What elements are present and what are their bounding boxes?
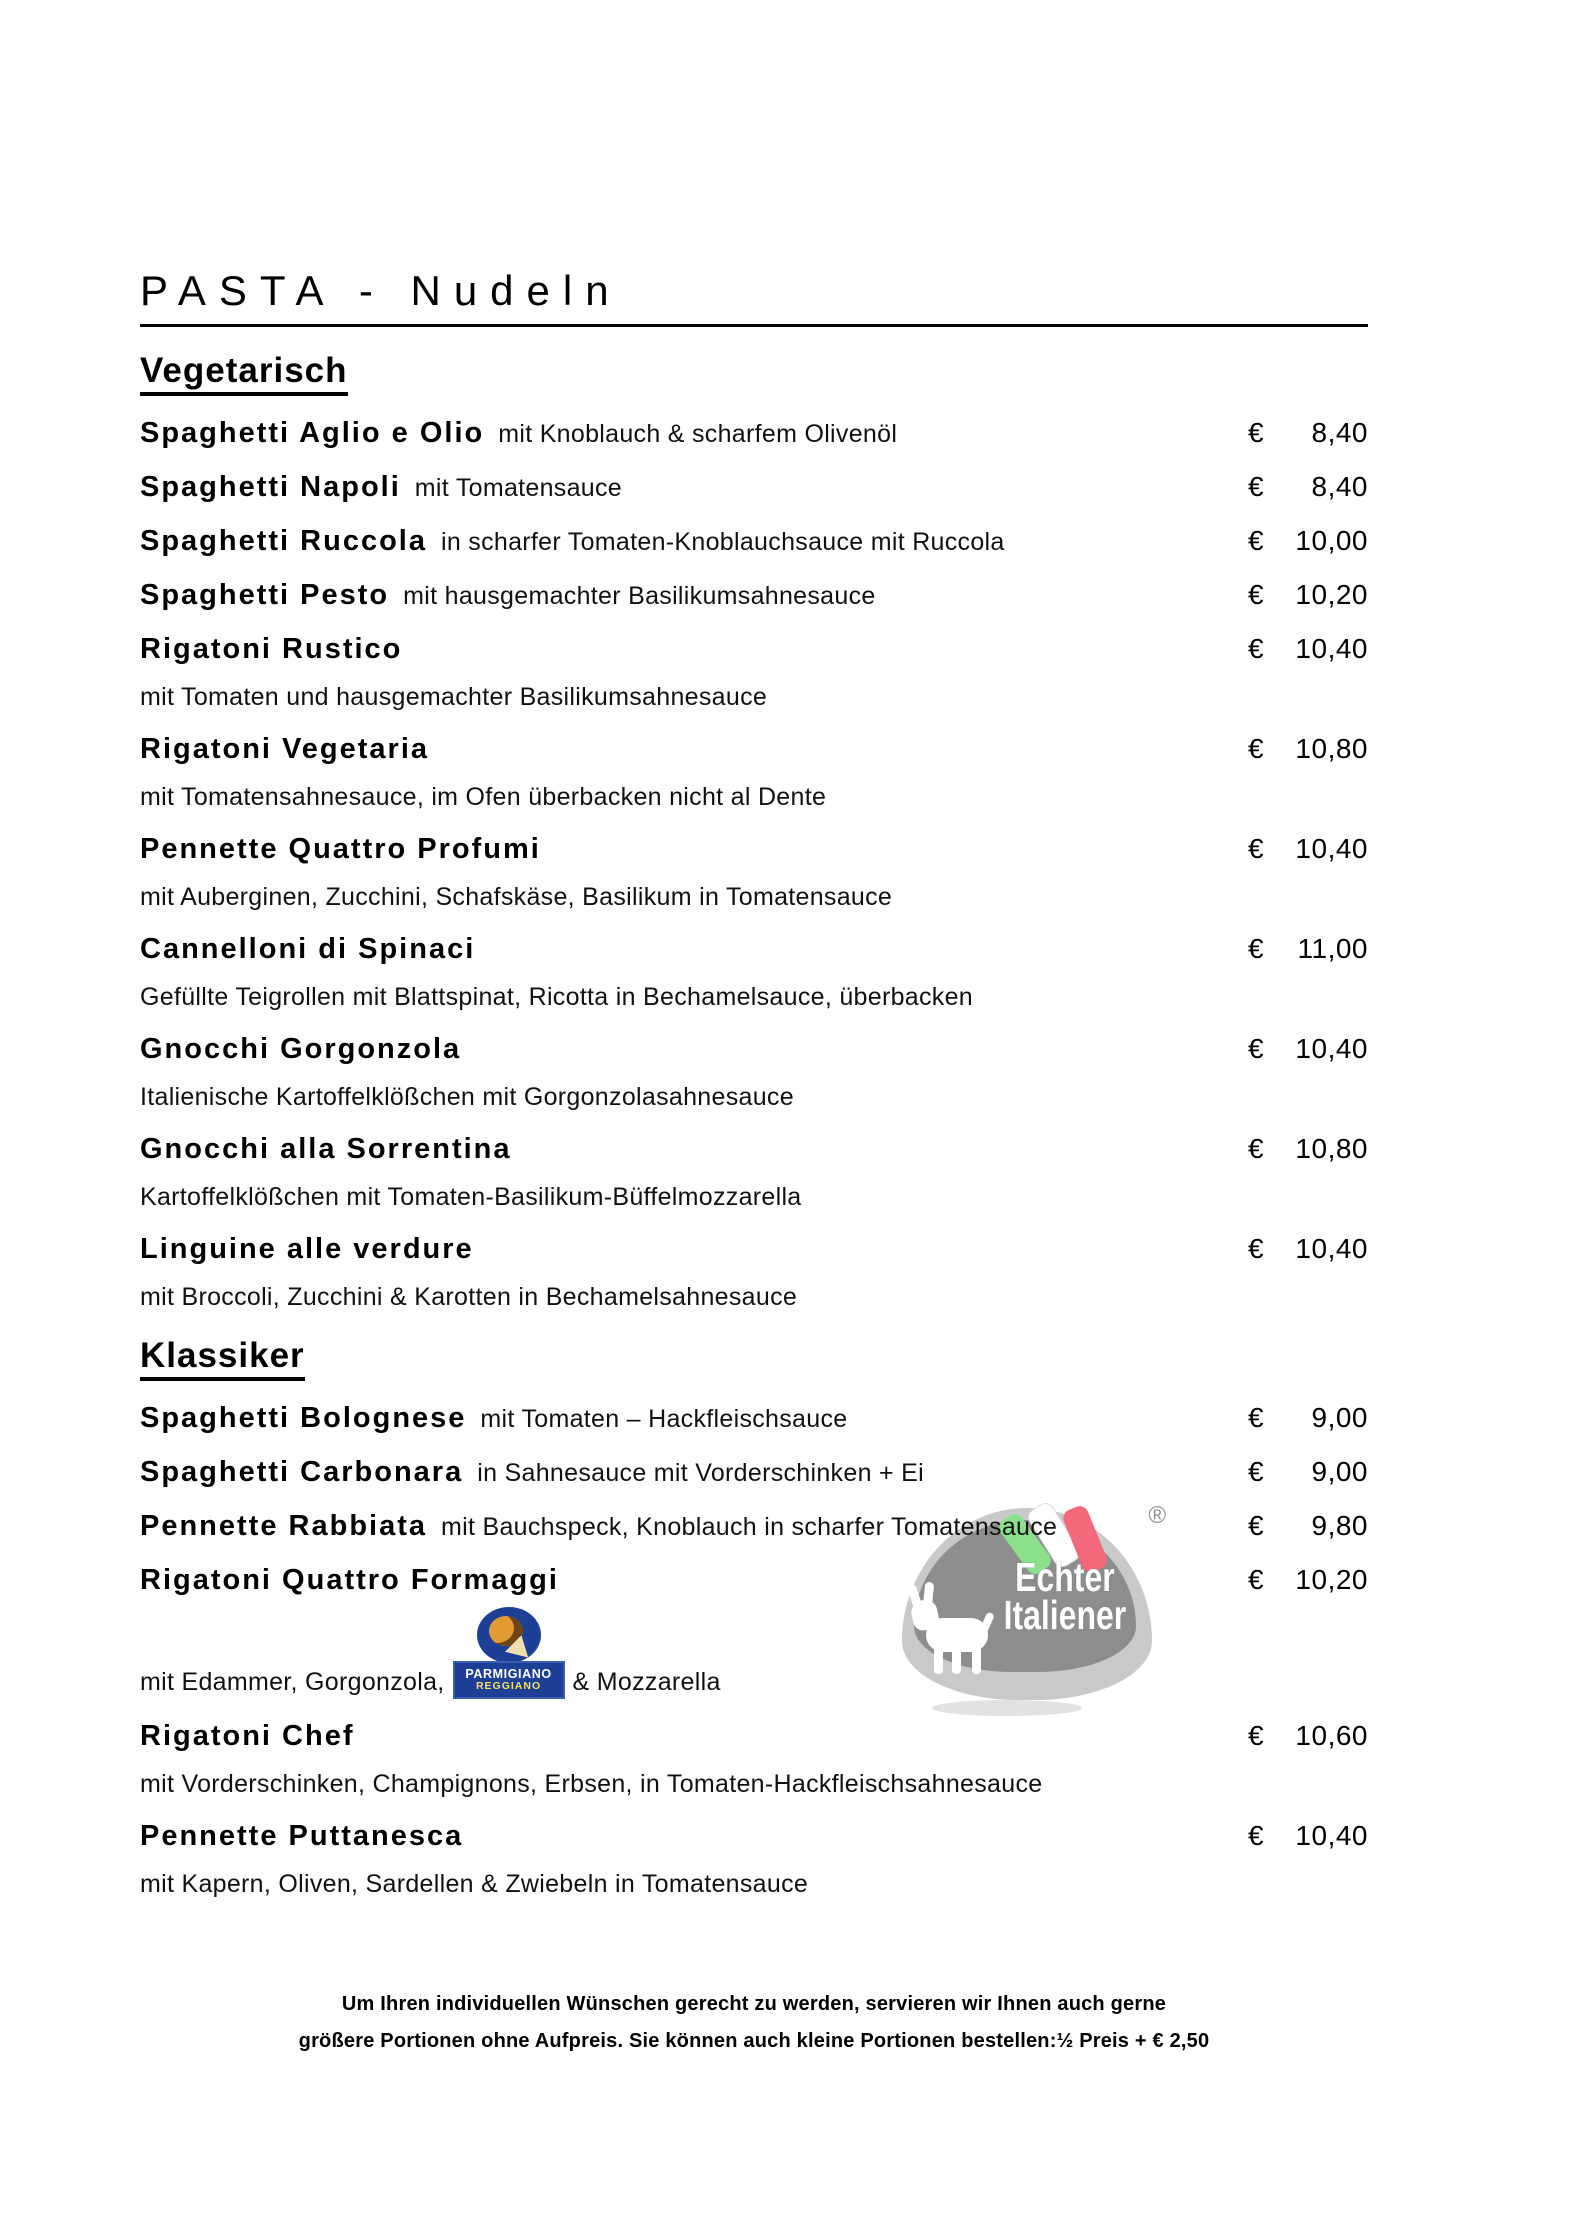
item-desc-before: mit Edammer, Gorgonzola, xyxy=(140,1668,445,1697)
menu-item xyxy=(140,579,1368,612)
footer-line2: größere Portionen ohne Aufpreis. Sie können auch kleine Portionen bestellen:½ Preis + € 2,50 xyxy=(298,2030,1210,2053)
section-heading: Klassiker xyxy=(140,1336,305,1381)
item-desc-below: mit Broccoli, Zucchini & Karotten in Bechamelsahnesauce xyxy=(140,1283,798,1312)
badge-shadow xyxy=(932,1700,1082,1716)
item-desc-below: Gefüllte Teigrollen mit Blattspinat, Ricotta in Bechamelsauce, überbacken xyxy=(140,983,973,1012)
item-price-currency: € xyxy=(1248,933,1265,965)
item-price-currency: € xyxy=(1248,1456,1265,1488)
item-price-currency: € xyxy=(1248,1510,1265,1542)
item-name: Rigatoni Chef xyxy=(140,1720,355,1753)
item-name: Spaghetti Aglio e Olio xyxy=(140,417,485,450)
item-desc-below: mit Tomaten und hausgemachter Basilikumsahnesauce xyxy=(140,683,768,712)
menu-item xyxy=(140,1720,1368,1799)
item-name: Spaghetti Ruccola xyxy=(140,525,427,558)
menu-item xyxy=(140,933,1368,1012)
item-price xyxy=(1248,733,1368,765)
item-price-amount: 10,80 xyxy=(1295,1133,1368,1165)
item-row xyxy=(140,733,1368,766)
item-price-currency: € xyxy=(1248,833,1265,865)
item-price xyxy=(1248,633,1368,665)
item-price xyxy=(1248,1233,1368,1265)
menu-item xyxy=(140,633,1368,712)
item-name: Pennette Puttanesca xyxy=(140,1820,464,1853)
item-row xyxy=(140,471,1368,504)
item-price xyxy=(1248,933,1368,965)
section-items xyxy=(140,1402,1368,1899)
item-price xyxy=(1248,1510,1368,1542)
item-price-currency: € xyxy=(1248,1564,1265,1596)
item-price xyxy=(1248,471,1368,503)
menu-section xyxy=(140,327,1368,1312)
item-row xyxy=(140,1720,1368,1753)
item-price-amount: 9,00 xyxy=(1311,1456,1368,1488)
item-row xyxy=(140,1033,1368,1066)
item-price xyxy=(1248,1402,1368,1434)
item-price-currency: € xyxy=(1248,471,1265,503)
item-name: Gnocchi alla Sorrentina xyxy=(140,1133,512,1166)
menu-item xyxy=(140,733,1368,812)
item-row xyxy=(140,633,1368,666)
item-price xyxy=(1248,1133,1368,1165)
parmigiano-reggiano-logo xyxy=(453,1607,565,1699)
item-name: Rigatoni Vegetaria xyxy=(140,733,430,766)
item-price-currency: € xyxy=(1248,1233,1265,1265)
item-name: Rigatoni Quattro Formaggi xyxy=(140,1564,559,1597)
item-price xyxy=(1248,579,1368,611)
item-name: Rigatoni Rustico xyxy=(140,633,403,666)
item-desc-inline: mit Tomaten – Hackfleischsauce xyxy=(480,1405,848,1434)
menu-item xyxy=(140,1820,1368,1899)
item-price-currency: € xyxy=(1248,525,1265,557)
item-price-amount: 8,40 xyxy=(1311,471,1368,503)
item-desc-inline: mit Bauchspeck, Knoblauch in scharfer Tomatensauce xyxy=(441,1513,1058,1542)
item-price-amount: 10,40 xyxy=(1295,833,1368,865)
section-heading: Vegetarisch xyxy=(140,351,348,396)
item-price-currency: € xyxy=(1248,733,1265,765)
item-desc-below: Italienische Kartoffelklößchen mit Gorgonzolasahnesauce xyxy=(140,1083,794,1112)
footer-line1: Um Ihren individuellen Wünschen gerecht zu werden, servieren wir Ihnen auch gerne xyxy=(341,1993,1167,2016)
item-desc-below xyxy=(140,1607,1368,1699)
item-row xyxy=(140,1510,1368,1543)
item-row xyxy=(140,579,1368,612)
item-row xyxy=(140,1133,1368,1166)
item-price xyxy=(1248,417,1368,449)
item-name: Spaghetti Bolognese xyxy=(140,1402,467,1435)
item-price-amount: 10,40 xyxy=(1295,633,1368,665)
parmigiano-label-line1: PARMIGIANO xyxy=(465,1666,552,1681)
item-desc-below: Kartoffelklößchen mit Tomaten-Basilikum-Büffelmozzarella xyxy=(140,1183,802,1212)
item-price xyxy=(1248,833,1368,865)
item-desc-inline: in scharfer Tomaten-Knoblauchsauce mit Ruccola xyxy=(441,528,1005,557)
item-price-currency: € xyxy=(1248,579,1265,611)
item-price-amount: 10,00 xyxy=(1295,525,1368,557)
item-price xyxy=(1248,1820,1368,1852)
item-desc-after: & Mozzarella xyxy=(572,1668,721,1697)
item-price-amount: 10,40 xyxy=(1295,1033,1368,1065)
item-desc-below: mit Kapern, Oliven, Sardellen & Zwiebeln in Tomatensauce xyxy=(140,1870,809,1899)
page-title: PASTA - Nudeln xyxy=(140,267,622,314)
menu-item xyxy=(140,1033,1368,1112)
menu-content xyxy=(140,268,1368,2053)
item-desc-below: mit Tomatensahnesauce, im Ofen überbacken nicht al Dente xyxy=(140,783,827,812)
parmigiano-label-line2: REGGIANO xyxy=(475,1680,542,1693)
item-name: Cannelloni di Spinaci xyxy=(140,933,476,966)
item-price-currency: € xyxy=(1248,417,1265,449)
menu-section xyxy=(140,1312,1368,1899)
item-row xyxy=(140,1233,1368,1266)
section-items xyxy=(140,417,1368,1312)
registered-trademark-symbol: ® xyxy=(1148,1502,1166,1530)
item-price-currency: € xyxy=(1248,1133,1265,1165)
footer-note xyxy=(140,1993,1368,2053)
menu-item xyxy=(140,1233,1368,1312)
cheese-wheel-icon xyxy=(477,1607,541,1663)
badge-line2: Italiener xyxy=(1003,1592,1126,1639)
item-price-currency: € xyxy=(1248,1820,1265,1852)
item-price xyxy=(1248,1456,1368,1488)
item-name: Linguine alle verdure xyxy=(140,1233,474,1266)
menu-item xyxy=(140,1456,1368,1489)
item-name: Spaghetti Napoli xyxy=(140,471,401,504)
badge-line1: Echter xyxy=(1014,1554,1115,1601)
item-price-currency: € xyxy=(1248,1402,1265,1434)
item-price-currency: € xyxy=(1248,1720,1265,1752)
item-row xyxy=(140,1456,1368,1489)
item-price-amount: 10,20 xyxy=(1295,579,1368,611)
menu-item xyxy=(140,833,1368,912)
item-price-amount: 10,40 xyxy=(1295,1820,1368,1852)
item-price-amount: 9,00 xyxy=(1311,1402,1368,1434)
item-price-amount: 10,60 xyxy=(1295,1720,1368,1752)
menu-item xyxy=(140,1510,1368,1543)
item-name: Spaghetti Pesto xyxy=(140,579,390,612)
item-price-currency: € xyxy=(1248,633,1265,665)
menu-item xyxy=(140,417,1368,450)
item-desc-below: mit Vorderschinken, Champignons, Erbsen, in Tomaten-Hackfleischsahnesauce xyxy=(140,1770,1043,1799)
item-row xyxy=(140,1564,1368,1597)
item-name: Pennette Rabbiata xyxy=(140,1510,427,1543)
item-row xyxy=(140,1820,1368,1853)
item-desc-below: mit Auberginen, Zucchini, Schafskäse, Basilikum in Tomatensauce xyxy=(140,883,893,912)
item-desc-inline: mit hausgemachter Basilikumsahnesauce xyxy=(403,582,876,611)
item-price-amount: 10,40 xyxy=(1295,1233,1368,1265)
item-price-amount: 10,20 xyxy=(1295,1564,1368,1596)
menu-item xyxy=(140,1402,1368,1435)
item-price xyxy=(1248,1033,1368,1065)
item-name: Spaghetti Carbonara xyxy=(140,1456,464,1489)
menu-item xyxy=(140,1133,1368,1212)
item-desc-inline: in Sahnesauce mit Vorderschinken + Ei xyxy=(477,1459,924,1488)
item-price-currency: € xyxy=(1248,1033,1265,1065)
item-price xyxy=(1248,525,1368,557)
item-row xyxy=(140,1402,1368,1435)
item-price-amount: 11,00 xyxy=(1297,933,1368,965)
item-name: Gnocchi Gorgonzola xyxy=(140,1033,462,1066)
item-row xyxy=(140,933,1368,966)
item-desc-inline: mit Knoblauch & scharfem Olivenöl xyxy=(498,420,898,449)
menu-item xyxy=(140,471,1368,504)
item-name: Pennette Quattro Profumi xyxy=(140,833,541,866)
item-price xyxy=(1248,1564,1368,1596)
menu-sections xyxy=(140,327,1368,1899)
item-price-amount: 10,80 xyxy=(1295,733,1368,765)
item-row xyxy=(140,525,1368,558)
item-price xyxy=(1248,1720,1368,1752)
parmigiano-label xyxy=(453,1661,565,1699)
item-desc-inline: mit Tomatensauce xyxy=(414,474,623,503)
item-price-amount: 9,80 xyxy=(1311,1510,1368,1542)
item-price-amount: 8,40 xyxy=(1311,417,1368,449)
item-row xyxy=(140,417,1368,450)
menu-item xyxy=(140,525,1368,558)
item-row xyxy=(140,833,1368,866)
